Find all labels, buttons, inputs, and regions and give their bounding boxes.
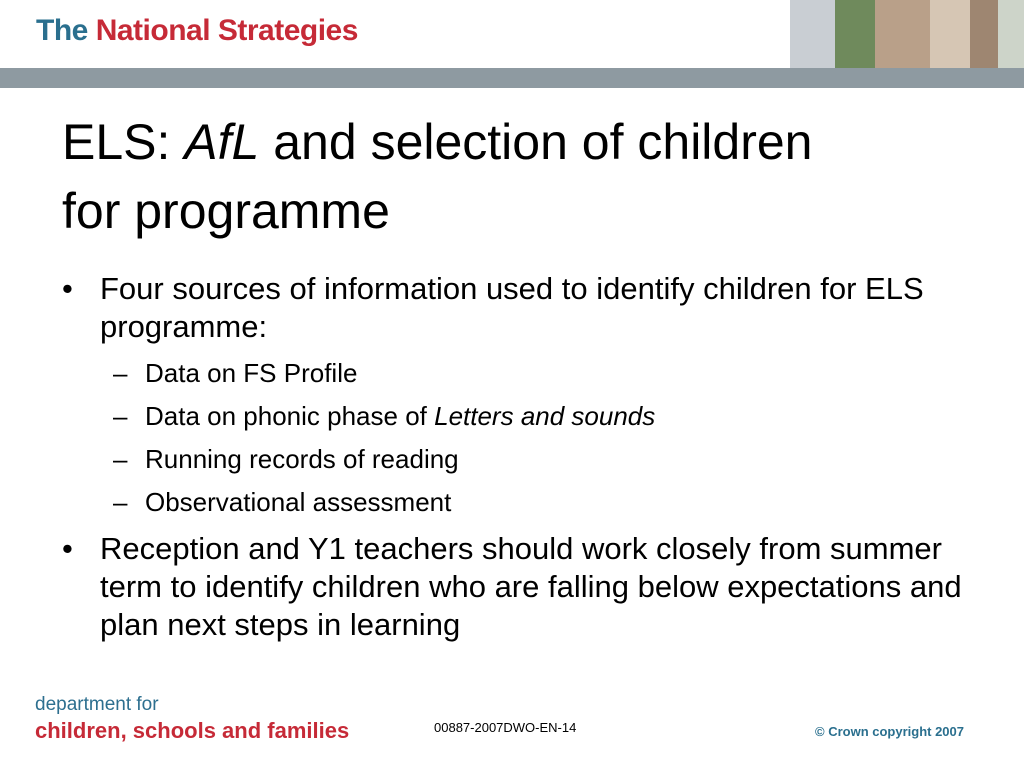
- sub-item-text-plain: Data on phonic phase of: [145, 401, 435, 431]
- sub-item-text-plain: Observational assessment: [145, 487, 452, 517]
- dash-mark: –: [113, 401, 128, 431]
- bullet-text: Four sources of information used to identify children for ELS programme:: [100, 271, 924, 344]
- title-part1: ELS:: [62, 114, 185, 170]
- reference-code: 00887-2007DWO-EN-14: [434, 720, 577, 735]
- photo-cell: [790, 0, 835, 68]
- photo-cell: [930, 0, 970, 68]
- sub-item-text-italic: Letters and sounds: [434, 401, 656, 431]
- dash-mark: –: [113, 358, 128, 388]
- children-photo-strip: [790, 0, 1024, 68]
- copyright-notice: © Crown copyright 2007: [815, 724, 964, 739]
- photo-cell: [998, 0, 1024, 68]
- dcsf-logo: [35, 694, 349, 744]
- title-part2: and selection of children: [259, 114, 813, 170]
- bullet-mark: •: [62, 531, 73, 566]
- header: [0, 0, 1024, 70]
- dash-mark: –: [113, 444, 128, 474]
- sub-item-text: [145, 401, 945, 431]
- brand-prefix: The: [36, 14, 88, 47]
- photo-cell: [875, 0, 930, 68]
- dept-line1: department for: [35, 694, 159, 715]
- sub-item-text: [145, 444, 945, 474]
- bullet-mark: •: [62, 271, 73, 306]
- title-afl: AfL: [184, 114, 260, 170]
- photo-cell: [970, 0, 998, 68]
- brand-name: National Strategies: [95, 14, 358, 47]
- dept-line2: children, schools and families: [35, 718, 350, 743]
- header-accent-bar: [0, 68, 1024, 88]
- dash-mark: –: [113, 487, 128, 517]
- sub-item-text-plain: Data on FS Profile: [145, 358, 358, 388]
- slide-title: [62, 108, 962, 246]
- title-line2: for programme: [62, 183, 390, 239]
- sub-item-text: [145, 487, 945, 517]
- national-strategies-logo: [36, 14, 358, 48]
- bullet-text: Reception and Y1 teachers should work closely from summer term to identify children who are falling below expectations and plan next steps in learning: [100, 531, 962, 642]
- sub-item-text-plain: Running records of reading: [145, 444, 459, 474]
- photo-cell: [835, 0, 875, 68]
- sub-item-text: [145, 358, 945, 388]
